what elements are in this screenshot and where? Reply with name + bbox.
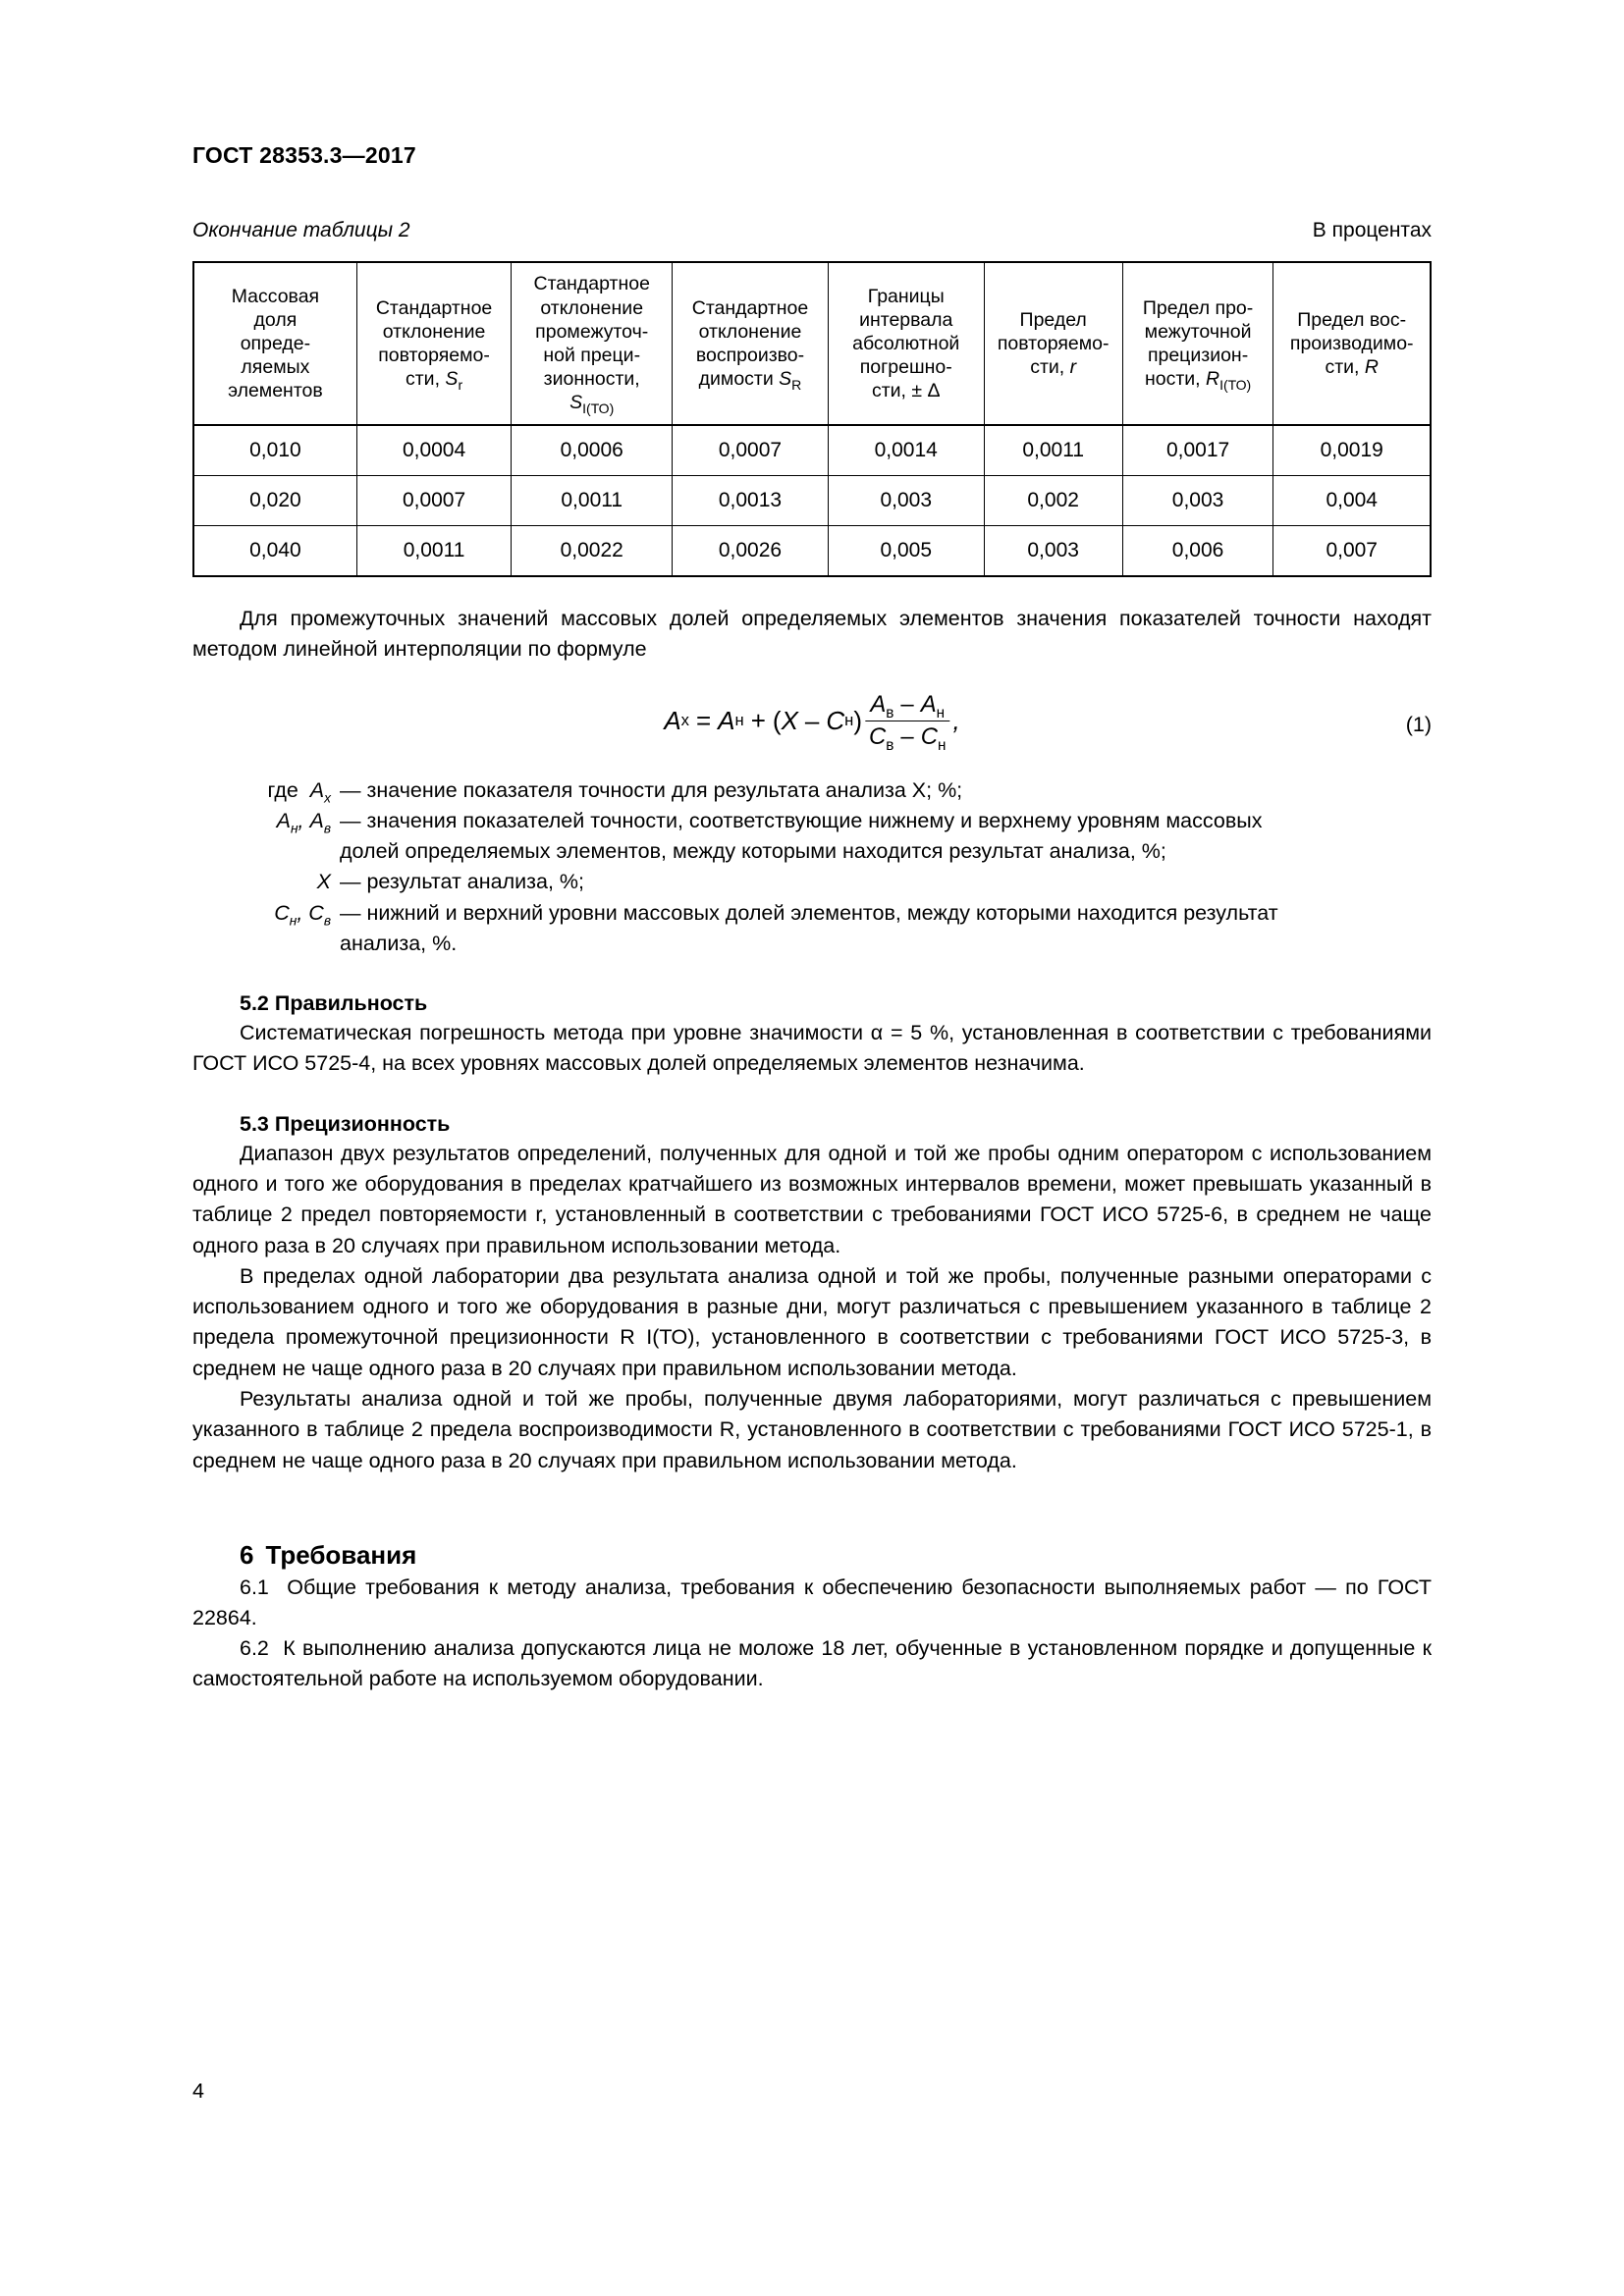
where-definition: — значение показателя точности для результата анализа X; %; — [340, 777, 963, 802]
table-cell: 0,0011 — [512, 476, 673, 526]
table-header-cell-6 — [1122, 262, 1273, 425]
header-line: Стандартное — [375, 296, 493, 319]
where-definition: — результат анализа, %; — [340, 870, 584, 894]
formula-close-paren: ) — [853, 705, 863, 735]
table-cell: 0,0013 — [673, 476, 829, 526]
page-content — [192, 0, 1432, 1695]
formula-minus: – — [804, 705, 820, 735]
header-line: опреде- — [240, 332, 311, 354]
where-term: $A_н$, $A_в$ — [276, 808, 331, 836]
clause-6-1 — [192, 1573, 1432, 1634]
header-symbol-sub: R — [791, 377, 802, 394]
formula-x: X — [781, 705, 798, 735]
where-item-x — [192, 867, 1432, 897]
where-definition: — значения показателей точности, соответствующие нижнему и верхнему уровням массовых — [340, 808, 1263, 832]
header-line: отклонение — [698, 320, 802, 343]
header-line: отклонение — [382, 320, 486, 343]
term-symbol-2-sub: в — [323, 912, 331, 928]
den-minus: – — [900, 722, 914, 750]
header-symbol: R — [1205, 368, 1220, 391]
header-symbol: r — [1069, 356, 1077, 379]
chapter-number: 6 — [240, 1539, 254, 1570]
header-line: промежуточ- — [535, 320, 649, 343]
table-cell: 0,007 — [1273, 526, 1431, 577]
table-cell: 0,0004 — [356, 425, 512, 476]
header-line: погрешно- — [859, 356, 952, 379]
formula-variable-definitions — [192, 775, 1432, 960]
term-symbol-2: A — [309, 808, 324, 832]
where-term — [192, 867, 340, 897]
num-an-sub: н — [936, 704, 946, 721]
table-cell: 0,0007 — [356, 476, 512, 526]
header-line: производимо- — [1289, 332, 1414, 354]
num-av: A — [870, 690, 887, 718]
table-cell: 0,003 — [984, 526, 1122, 577]
table-cell: 0,010 — [193, 425, 356, 476]
den-cv: C — [869, 722, 887, 750]
header-line: ляемых — [241, 356, 310, 379]
formula-an: A — [718, 705, 735, 735]
table-header-row — [193, 262, 1431, 425]
header-symbol: S — [445, 368, 459, 391]
header-line: Предел — [1019, 308, 1087, 331]
table-header-cell-4 — [828, 262, 984, 425]
where-term: $C_н$, $C_в$ — [274, 900, 331, 928]
den-cv-sub: в — [886, 736, 894, 754]
where-definition-continuation: анализа, %. — [340, 931, 458, 955]
where-term — [192, 775, 340, 806]
formula-plus: + — [750, 705, 766, 735]
header-line: Стандартное — [691, 296, 809, 319]
table-cell: 0,0017 — [1122, 425, 1273, 476]
header-symbol-sub: I(ТО) — [582, 400, 615, 417]
formula-lhs: A — [664, 705, 681, 735]
where-item-an-av — [192, 806, 1432, 836]
interpolation-formula: A x = A н + ( X – C н ) $\frac{A_в - A_н}{C_в - C_н}$ , — [664, 690, 960, 754]
term-symbol-sub: x — [324, 789, 331, 805]
header-line: прецизион- — [1147, 345, 1249, 366]
clause-number: 6.1 — [240, 1575, 269, 1599]
section-5-2-paragraph-1: Систематическая погрешность метода при уровне значимости α = 5 %, установленная в соответствии с требованиями ГОСТ ИСО 5725-4, на всех уровнях массовых долей определяемых элементов незначима. — [192, 1021, 1432, 1076]
formula-open-paren: ( — [772, 705, 782, 735]
formula-fraction — [864, 690, 950, 754]
table-cell: 0,0011 — [356, 526, 512, 577]
table-header-cell-2 — [512, 262, 673, 425]
section-5-3-paragraph-2: В пределах одной лаборатории два результата анализа одной и той же пробы, полученные разными операторами с использованием одного и того же оборудования в разные дни, могут различаться с превышением указанного в таблице 2 предела промежуточной прецизионности R I(ТО), установленного в соответствии с требованиями ГОСТ ИСО 5725-3, в среднем не чаще одного раза в 20 случаях при правильном использовании метода. — [192, 1263, 1432, 1380]
header-line: повторяемо- — [378, 345, 490, 366]
term-symbol: X — [316, 870, 331, 894]
table-cell: 0,004 — [1273, 476, 1431, 526]
header-line: Предел про- — [1142, 296, 1254, 319]
table-caption: Окончание таблицы 2 — [192, 219, 410, 241]
num-minus: – — [900, 690, 914, 718]
header-line: воспроизво- — [695, 345, 805, 366]
table-cell: 0,0019 — [1273, 425, 1431, 476]
table-cell: 0,003 — [1122, 476, 1273, 526]
fraction-numerator — [865, 691, 949, 721]
chapter-heading-6 — [192, 1539, 1432, 1573]
header-line: димости — [698, 368, 780, 391]
precision-table — [192, 261, 1432, 577]
section-heading-5-3: 5.3 Прецизионность — [240, 1111, 451, 1136]
table-cell: 0,0007 — [673, 425, 829, 476]
table-header-cell-1 — [356, 262, 512, 425]
where-label: где — [267, 777, 298, 802]
header-line: доля — [253, 308, 298, 331]
document-standard-number: ГОСТ 28353.3—2017 — [192, 142, 416, 168]
table-cell: 0,0022 — [512, 526, 673, 577]
fraction-denominator — [864, 721, 950, 754]
num-av-sub: в — [886, 704, 894, 721]
section-heading-5-2: 5.2 Правильность — [240, 991, 428, 1016]
term-symbol: C — [274, 900, 290, 925]
header-line: сти, — [1325, 356, 1365, 379]
header-symbol: S — [569, 392, 583, 414]
page-number: 4 — [192, 2079, 204, 2103]
term-symbol-2-sub: в — [323, 821, 331, 836]
term-symbol-2: C — [308, 900, 324, 925]
den-cn-sub: н — [937, 736, 947, 754]
section-5-3-paragraph-1: Диапазон двух результатов определений, полученных для одной и той же пробы одним оператором с использованием одного и того же оборудования в пределах кратчайшего из возможных интервалов времени, может превышать указанный в таблице 2 предел повторяемости r, установленный в соответствии с требованиями ГОСТ ИСО 5725-6, в среднем не чаще одного раза в 20 случаях при правильном использовании метода. — [192, 1141, 1432, 1257]
table-caption-row — [192, 219, 1432, 242]
formula-cn: C — [826, 705, 845, 735]
header-line: ной преци- — [543, 345, 641, 366]
table-cell: 0,0026 — [673, 526, 829, 577]
table-cell: 0,0006 — [512, 425, 673, 476]
where-item-cn-cv — [192, 898, 1432, 929]
clause-6-2 — [192, 1633, 1432, 1695]
clause-number: 6.2 — [240, 1636, 269, 1661]
table-header-cell-3 — [673, 262, 829, 425]
paragraph-interpolation-intro: Для промежуточных значений массовых долей определяемых элементов значения показателей точности находят методом линейной интерполяции по формуле — [192, 607, 1432, 662]
header-line: отклонение — [540, 296, 644, 319]
den-cn: C — [920, 722, 938, 750]
table-cell: 0,002 — [984, 476, 1122, 526]
header-line: Границы — [867, 285, 945, 307]
header-line: Стандартное — [533, 273, 650, 295]
table-cell: 0,006 — [1122, 526, 1273, 577]
clause-text: К выполнению анализа допускаются лица не моложе 18 лет, обученные в установленном порядке и допущенные к самостоятельной работе на используемом оборудовании. — [192, 1636, 1432, 1691]
term-symbol-sub: н — [289, 912, 298, 928]
header-line: повторяемо- — [997, 332, 1110, 354]
header-symbol: R — [1364, 356, 1379, 379]
formula-trailing-comma: , — [952, 705, 960, 735]
header-line: интервала — [859, 308, 953, 331]
header-line: ности, — [1144, 368, 1206, 391]
header-line: зионности, — [543, 368, 640, 391]
term-symbol: A — [309, 777, 325, 802]
table-cell: 0,040 — [193, 526, 356, 577]
table-cell: 0,020 — [193, 476, 356, 526]
header-symbol-sub: I(ТО) — [1219, 377, 1252, 394]
clause-text: Общие требования к методу анализа, требования к обеспечению безопасности выполняемых работ — по ГОСТ 22864. — [192, 1575, 1432, 1629]
table-row — [193, 425, 1431, 476]
formula-number: (1) — [1405, 712, 1432, 736]
table-row — [193, 526, 1431, 577]
table-header-cell-7 — [1273, 262, 1431, 425]
formula-block — [192, 687, 1432, 758]
header-line: элементов — [228, 380, 323, 402]
table-header-cell-5 — [984, 262, 1122, 425]
table-cell: 0,003 — [828, 476, 984, 526]
where-item-ax — [192, 775, 1432, 806]
term-symbol: A — [276, 808, 291, 832]
header-line: Массовая — [231, 285, 320, 307]
chapter-title: Требования — [265, 1539, 417, 1570]
header-line: абсолютной — [852, 332, 960, 354]
header-symbol: S — [779, 368, 792, 391]
formula-equals: = — [695, 705, 712, 735]
table-row — [193, 476, 1431, 526]
term-symbol-sub: н — [290, 821, 298, 836]
num-an: A — [920, 690, 937, 718]
where-definition: — нижний и верхний уровни массовых долей элементов, между которыми находится результат — [340, 900, 1278, 925]
table-cell: 0,005 — [828, 526, 984, 577]
header-line: сти, — [1030, 356, 1070, 379]
table-cell: 0,0011 — [984, 425, 1122, 476]
header-line: сти, — [406, 368, 446, 391]
section-5-3-paragraph-3: Результаты анализа одной и той же пробы, полученные двумя лабораториями, могут различаться с превышением указанного в таблице 2 предела воспроизводимости R, установленного в соответствии с требованиями ГОСТ ИСО 5725-1, в среднем не чаще одного раза в 20 случаях при правильном использовании метода. — [192, 1386, 1432, 1472]
header-line: межуточной — [1144, 320, 1252, 343]
table-cell: 0,0014 — [828, 425, 984, 476]
header-line: сти, ± Δ — [871, 380, 941, 402]
header-symbol-sub: r — [458, 377, 463, 394]
table-header-cell-0 — [193, 262, 356, 425]
table-units-note: В процентах — [1312, 219, 1432, 241]
where-definition-continuation: долей определяемых элементов, между которыми находится результат анализа, %; — [340, 839, 1166, 864]
header-line: Предел вос- — [1297, 308, 1407, 331]
